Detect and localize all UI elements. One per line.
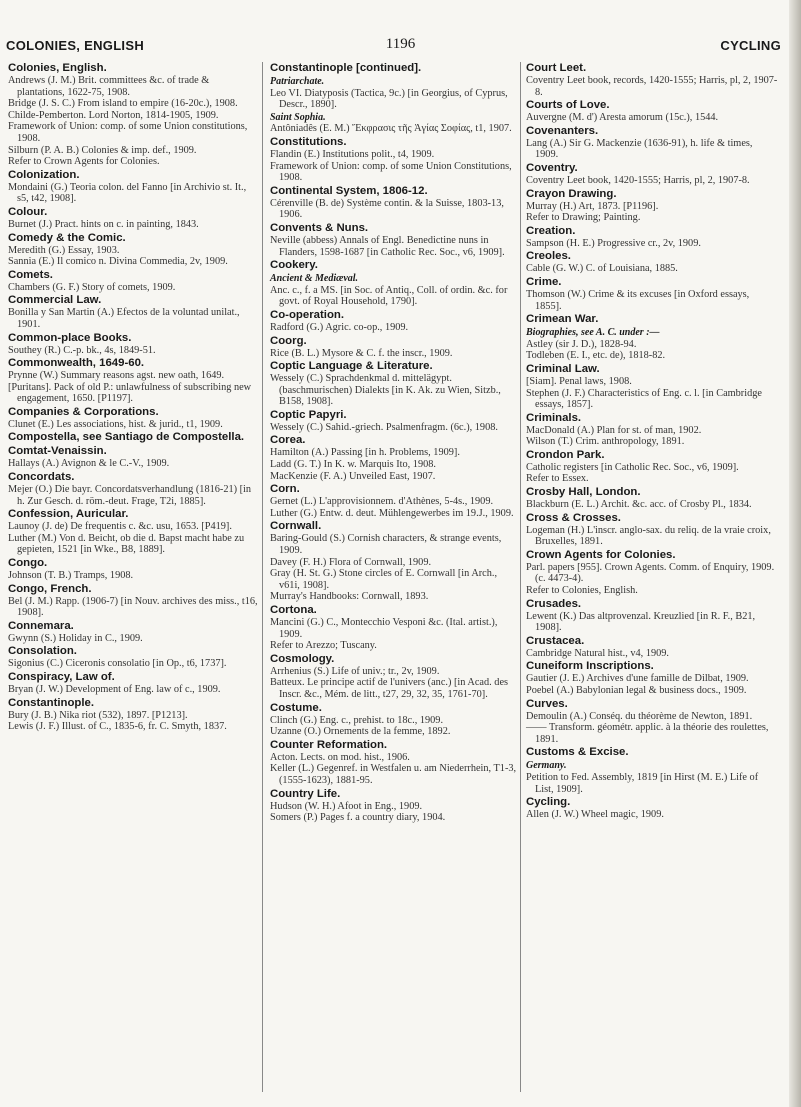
subject-heading: Convents & Nuns. <box>270 221 369 234</box>
index-entry <box>270 273 518 308</box>
subject-heading: Court Leet. <box>526 62 587 74</box>
citation-line: Uzanne (O.) Ornements de la femme, 1892. <box>270 726 451 738</box>
index-entry <box>526 327 778 362</box>
index-entry <box>8 508 258 556</box>
citation-line: Demoulin (A.) Conséq. du théorème de Newton, 1891. <box>526 710 753 722</box>
citation-line: Refer to Essex. <box>526 473 589 485</box>
subject-heading: Cosmology. <box>270 652 335 665</box>
subject-heading: Commercial Law. <box>8 294 102 307</box>
subject-heading: Companies & Corporations. <box>8 405 159 418</box>
index-entry <box>270 76 518 111</box>
subject-heading: Commonwealth, 1649-60. <box>8 357 145 370</box>
citation-line: Gernet (L.) L'approvisionnem. d'Athènes, 5-4s., 1909. <box>270 496 494 508</box>
subject-heading: Coptic Language & Literature. <box>270 360 433 373</box>
citation-line: Mancini (G.) C., Montecchio Vesponi &c. (Ital. artist.), 1909. <box>270 617 498 640</box>
citation-line: Parl. papers [955]. Crown Agents. Comm. of Enquiry, 1909. (c. 4473-4). <box>526 561 775 585</box>
subject-heading: Coptic Papyri. <box>270 408 347 421</box>
citation-line: Mejer (O.) Die bayr. Concordatsverhandlung (1816-21) [in h. Zur Gesch. d. röm.-deut. Frage, T2i, 1885]. <box>8 484 252 507</box>
index-entry <box>526 549 778 597</box>
index-entry <box>526 746 778 759</box>
index-entry <box>8 583 258 619</box>
citation-line: Bonilla y San Martin (A.) Efectos de la voluntad unilat., 1901. <box>8 307 240 330</box>
citation-line: Sampson (H. E.) Progressive cr., 2v, 1909. <box>526 237 701 249</box>
subject-heading: Criminal Law. <box>526 362 600 375</box>
citation-line: MacKenzie (F. A.) Unveiled East, 1907. <box>270 470 436 482</box>
index-entry <box>526 188 778 224</box>
subject-heading: Constantinople. <box>8 696 95 709</box>
citation-line: Framework of Union: comp. of some Union Constitutions, 1908. <box>270 160 512 184</box>
index-entry <box>270 604 518 652</box>
subject-heading: Crown Agents for Colonies. <box>526 548 676 561</box>
subject-heading: Cornwall. <box>270 520 322 533</box>
index-entry <box>270 483 518 519</box>
index-entry <box>270 259 518 272</box>
citation-line: Anc. c., f. a MS. [in Soc. of Antiq., Coll. of ordin. &c. for govt. of Royal Household, 1790]. <box>270 284 508 308</box>
citation-line: Luther (G.) Entw. d. deut. Mühlengewerbes im 19.J., 1909. <box>270 507 514 519</box>
index-entry <box>8 232 258 268</box>
subject-heading: Colonization. <box>8 168 80 181</box>
citation-line: Coventry Leet book, records, 1420-1555; Harris, pl, 2, 1907-8. <box>526 75 778 98</box>
subheading: Saint Sophia. <box>270 111 326 123</box>
index-entry <box>270 360 518 408</box>
citation-line: Coventry Leet book, 1420-1555; Harris, pl, 2, 1907-8. <box>526 174 750 186</box>
citation-line: MacDonald (A.) Plan for st. of man, 1902. <box>526 424 702 436</box>
column-divider <box>262 62 263 1092</box>
subject-heading: Cortona. <box>270 604 317 616</box>
citation-line: Prynne (W.) Summary reasons agst. new oath, 1649. <box>8 370 225 382</box>
index-entry <box>526 598 778 634</box>
subheading: Patriarchate. <box>270 76 325 87</box>
subject-heading: Crusades. <box>526 597 582 610</box>
citation-line: Rice (B. L.) Mysore & C. f. the inscr., 1909. <box>270 347 453 359</box>
index-column-1 <box>8 62 258 734</box>
citation-line: Wilson (T.) Crim. anthropology, 1891. <box>526 436 685 448</box>
citation-line: Bridge (J. S. C.) From island to empire (16-20c.), 1908. <box>8 98 238 110</box>
index-entry <box>8 294 258 330</box>
subject-heading: Co-operation. <box>270 308 345 321</box>
index-column-3 <box>526 62 778 822</box>
citation-line: Refer to Colonies, English. <box>526 585 638 597</box>
citation-line: Hudson (W. H.) Afoot in Eng., 1909. <box>270 800 423 812</box>
citation-line: Wessely (C.) Sahid.-griech. Psalmenfragm. (6c.), 1908. <box>270 421 498 433</box>
subject-heading: Congo, French. <box>8 582 92 595</box>
index-entry <box>270 434 518 482</box>
citation-line: Cable (G. W.) C. of Louisiana, 1885. <box>526 263 678 275</box>
citation-line: Neville (abbess) Annals of Engl. Benedictine nuns in Flanders, 1598-1687 [in Catholic Rec. Soc., v6, 1909]. <box>270 234 505 258</box>
index-entry <box>526 125 778 161</box>
subject-heading: Crimean War. <box>526 313 599 326</box>
subheading: Ancient & Mediæval. <box>270 273 359 285</box>
subject-heading: Comets. <box>8 268 53 281</box>
index-entry <box>526 313 778 326</box>
citation-line: Lewis (J. F.) Illust. of C., 1835-6, fr. C. Smyth, 1837. <box>8 721 227 733</box>
subject-heading: Crondon Park. <box>526 448 605 461</box>
subject-heading: Coorg. <box>270 334 307 347</box>
subject-heading: Cycling. <box>526 796 571 809</box>
citation-line: Refer to Drawing; Painting. <box>526 212 641 224</box>
index-entry <box>526 250 778 275</box>
subject-heading: Colour. <box>8 205 48 218</box>
index-entry <box>526 635 778 660</box>
index-entry <box>8 62 258 168</box>
index-entry <box>270 112 518 135</box>
page-edge <box>789 0 801 1107</box>
subheading: Germany. <box>526 760 567 772</box>
citation-line: Arrhenius (S.) Life of univ.; tr., 2v, 1909. <box>270 665 440 677</box>
subject-heading: Counter Reformation. <box>270 738 388 751</box>
citation-line: Refer to Arezzo; Tuscany. <box>270 640 377 652</box>
citation-line: Wessely (C.) Sprachdenkmal d. mittelägypt. (baschmurischen) Dialekts [in K. Ak. zu Wien, Sitzb., B158, 1908]. <box>270 373 501 408</box>
citation-line: Cambridge Natural hist., v4, 1909. <box>526 647 669 659</box>
index-entry <box>270 653 518 701</box>
index-entry <box>8 697 258 733</box>
citation-line: Sigonius (C.) Ciceronis consolatio [in Op., t6, 1737]. <box>8 658 227 670</box>
subject-heading: Comtat-Venaissin. <box>8 445 107 458</box>
subject-heading: Crime. <box>526 275 562 288</box>
subject-heading: Cuneiform Inscriptions. <box>526 660 654 673</box>
index-entry <box>8 671 258 696</box>
citation-line: Baring-Gould (S.) Cornish characters, & strange events, 1909. <box>270 533 502 557</box>
subject-heading: Covenanters. <box>526 124 599 137</box>
index-entry <box>526 276 778 312</box>
index-entry <box>270 520 518 603</box>
index-entry <box>526 99 778 124</box>
citation-line: Flandin (E.) Institutions polit., t4, 1909. <box>270 148 435 160</box>
subject-heading: Customs & Excise. <box>526 746 629 759</box>
citation-line: —— Transform. géométr. applic. à la théorie des roulettes, 1891. <box>526 722 769 745</box>
index-column-2 <box>270 62 518 825</box>
subject-heading: Consolation. <box>8 645 77 658</box>
citation-line: Silburn (P. A. B.) Colonies & imp. def., 1909. <box>8 144 197 156</box>
subject-heading: Cross & Crosses. <box>526 511 621 524</box>
citation-line: Somers (P.) Pages f. a country diary, 1904. <box>270 812 446 824</box>
citation-line: Mondaini (G.) Teoria colon. del Fanno [in Archivio st. It., s5, t42, 1908]. <box>8 181 247 205</box>
index-entry <box>8 471 258 507</box>
index-entry <box>526 225 778 250</box>
subject-heading: Curves. <box>526 697 568 710</box>
index-entry <box>526 660 778 696</box>
citation-line: Logeman (H.) L'inscr. anglo-sax. du reliq. de la vraie croix, Bruxelles, 1891. <box>526 524 771 548</box>
index-entry <box>526 449 778 485</box>
citation-line: Andrews (J. M.) Brit. committees &c. of trade & plantations, 1622-75, 1908. <box>8 75 210 98</box>
citation-line: Clunet (E.) Les associations, hist. & jurid., t1, 1909. <box>8 418 223 430</box>
subject-heading: Crustacea. <box>526 634 585 647</box>
citation-line: Blackburn (E. L.) Archit. &c. acc. of Crosby Pl., 1834. <box>526 499 752 511</box>
index-entry <box>8 169 258 205</box>
citation-line: Launoy (J. de) De frequentis c. &c. usu, 1653. [P419]. <box>8 521 232 533</box>
citation-line: Meredith (G.) Essay, 1903. <box>8 244 120 256</box>
index-entry <box>526 796 778 821</box>
citation-line: Ladd (G. T.) In K. w. Marquis Ito, 1908. <box>270 459 436 471</box>
citation-line: Stephen (J. F.) Characteristics of Eng. c. l. [in Cambridge essays, 1857]. <box>526 387 762 411</box>
index-entry <box>526 412 778 448</box>
subject-heading: Compostella, see Santiago de Compostella. <box>8 431 245 444</box>
index-entry <box>8 406 258 431</box>
subject-heading: Criminals. <box>526 411 582 424</box>
citation-line: Todleben (E. I., etc. de), 1818-82. <box>526 350 666 362</box>
index-entry <box>526 760 778 795</box>
index-entry <box>270 335 518 360</box>
subject-heading: Costume. <box>270 701 322 714</box>
citation-line: Astley (sir J. D.), 1828-94. <box>526 338 637 350</box>
citation-line: Murray's Handbooks: Cornwall, 1893. <box>270 591 429 603</box>
index-entry <box>270 739 518 787</box>
citation-line: Catholic registers [in Catholic Rec. Soc., v6, 1909]. <box>526 461 739 473</box>
index-entry <box>8 431 258 444</box>
subject-heading: Corn. <box>270 483 300 496</box>
citation-line: Acton. Lects. on mod. hist., 1906. <box>270 751 410 763</box>
index-entry <box>8 206 258 231</box>
index-entry <box>526 62 778 98</box>
subject-heading: Concordats. <box>8 471 75 484</box>
citation-line: Auvergne (M. d') Aresta amorum (15c.), 1544. <box>526 112 719 124</box>
index-entry <box>270 222 518 258</box>
citation-line: Bryan (J. W.) Development of Eng. law of c., 1909. <box>8 684 221 695</box>
index-entry <box>8 445 258 470</box>
subject-heading: Creoles. <box>526 250 571 263</box>
citation-line: Sannia (E.) Il comico n. Divina Commedia, 2v, 1909. <box>8 256 228 268</box>
index-entry <box>8 645 258 670</box>
subject-heading: Coventry. <box>526 161 578 174</box>
citation-line: Cérenville (B. de) Système contin. & la Suisse, 1803-13, 1906. <box>270 197 504 221</box>
citation-line: [Puritans]. Pack of old P.: unlawfulness of subscribing new engagement, 1650. [P1197]. <box>8 381 252 405</box>
index-entry <box>270 62 518 75</box>
citation-line: Johnson (T. B.) Tramps, 1908. <box>8 570 134 582</box>
page-number: 1196 <box>385 36 416 52</box>
citation-line: Framework of Union: comp. of some Union constitutions, 1908. <box>8 121 248 144</box>
running-head-left: COLONIES, ENGLISH <box>6 38 145 53</box>
index-entry <box>8 357 258 405</box>
subject-heading: Country Life. <box>270 787 341 800</box>
citation-line: Clinch (G.) Eng. c., prehist. to 18c., 1909. <box>270 714 444 726</box>
index-entry <box>526 698 778 746</box>
subject-heading: Constitutions. <box>270 135 347 148</box>
citation-line: Lewent (K.) Das altprovenzal. Kreuzlied [in R. F., B21, 1908]. <box>526 610 756 634</box>
index-entry <box>8 332 258 357</box>
column-divider <box>520 62 521 1092</box>
citation-line: Childe-Pemberton. Lord Norton, 1814-1905, 1909. <box>8 109 219 121</box>
citation-line: Gray (H. St. G.) Stone circles of E. Cornwall [in Arch., v61i, 1908]. <box>270 568 498 591</box>
index-entry <box>270 309 518 334</box>
citation-line: Burnet (J.) Pract. hints on c. in painting, 1843. <box>8 218 199 230</box>
index-entry <box>526 363 778 411</box>
citation-line: Luther (M.) Von d. Beicht, ob die d. Bapst macht habe zu gepieten, 1521 [in Wke., B8, 1889]. <box>8 532 245 556</box>
index-entry <box>526 162 778 187</box>
subject-heading: Comedy & the Comic. <box>8 231 126 244</box>
subject-heading: Connemara. <box>8 619 74 632</box>
running-head-right: CYCLING <box>720 38 781 53</box>
subject-heading: Congo. <box>8 557 48 570</box>
citation-line: Bury (J. B.) Nika riot (532), 1897. [P1213]. <box>8 709 188 721</box>
index-entry <box>270 788 518 824</box>
citation-line: Hallays (A.) Avignon & le C.-V., 1909. <box>8 458 170 470</box>
index-entry <box>8 620 258 645</box>
index-entry <box>270 136 518 184</box>
citation-line: Radford (G.) Agric. co-op., 1909. <box>270 321 409 333</box>
citation-line: Petition to Fed. Assembly, 1819 [in Hirst (M. E.) Life of List, 1909]. <box>526 771 759 795</box>
index-entry <box>8 269 258 294</box>
citation-line: Gautier (J. E.) Archives d'une famille de Dilbat, 1909. <box>526 673 749 685</box>
index-entry <box>270 185 518 221</box>
citation-line: [Siam]. Penal laws, 1908. <box>526 375 632 387</box>
citation-line: Batteux. Le principe actif de l'univers (anc.) [in Acad. des Inscr. &c., Mém. de litt., t27, 29, 32, 35, 1761-70]. <box>270 677 509 700</box>
subject-heading: Creation. <box>526 224 576 237</box>
citation-line: Hamilton (A.) Passing [in h. Problems, 1909]. <box>270 447 460 459</box>
index-entry <box>526 512 778 548</box>
citation-line: Murray (H.) Art, 1873. [P1196]. <box>526 200 659 212</box>
citation-line: Chambers (G. F.) Story of comets, 1909. <box>8 281 176 293</box>
subject-heading: Crayon Drawing. <box>526 187 617 200</box>
subject-heading: Conspiracy, Law of. <box>8 671 115 683</box>
citation-line: Refer to Crown Agents for Colonies. <box>8 156 160 168</box>
citation-line: Allen (J. W.) Wheel magic, 1909. <box>526 809 664 821</box>
subheading: Biographies, see A. C. under :— <box>526 327 660 339</box>
page-header <box>0 0 801 53</box>
subject-heading: Corea. <box>270 434 306 447</box>
citation-line: Davey (F. H.) Flora of Cornwall, 1909. <box>270 556 432 568</box>
subject-heading: Colonies, English. <box>8 62 107 74</box>
subject-heading: Constantinople [continued]. <box>270 62 422 74</box>
subject-heading: Common-place Books. <box>8 331 132 344</box>
citation-line: Leo VI. Diatyposis (Tactica, 9c.) [in Georgius, of Cyprus, Descr., 1890]. <box>270 87 508 111</box>
index-entry <box>270 409 518 434</box>
subject-heading: Cookery. <box>270 259 318 272</box>
citation-line: Lang (A.) Sir G. Mackenzie (1636-91), h. life & times, 1909. <box>526 137 753 161</box>
citation-line: Antôniadês (E. M.) Ἔκφρασις τῆς Ἁγίας Σοφίας, t1, 1907. <box>270 123 512 135</box>
citation-line: Gwynn (S.) Holiday in C., 1909. <box>8 632 143 644</box>
index-entry <box>270 702 518 738</box>
index-entry <box>526 486 778 511</box>
citation-line: Keller (L.) Gegenref. in Westfalen u. am Niederrhein, T1-3, (1555-1623), 1881-95. <box>270 763 517 786</box>
citation-line: Thomson (W.) Crime & its excuses [in Oxford essays, 1855]. <box>526 288 750 312</box>
subject-heading: Courts of Love. <box>526 99 610 112</box>
citation-line: Bel (J. M.) Rapp. (1906-7) [in Nouv. archives des miss., t16, 1908]. <box>8 595 258 619</box>
index-entry <box>8 557 258 582</box>
subject-heading: Crosby Hall, London. <box>526 486 641 499</box>
subject-heading: Continental System, 1806-12. <box>270 184 428 197</box>
citation-line: Poebel (A.) Babylonian legal & business docs., 1909. <box>526 685 747 696</box>
subject-heading: Confession, Auricular. <box>8 508 129 521</box>
citation-line: Southey (R.) C.-p. bk., 4s, 1849-51. <box>8 344 156 356</box>
